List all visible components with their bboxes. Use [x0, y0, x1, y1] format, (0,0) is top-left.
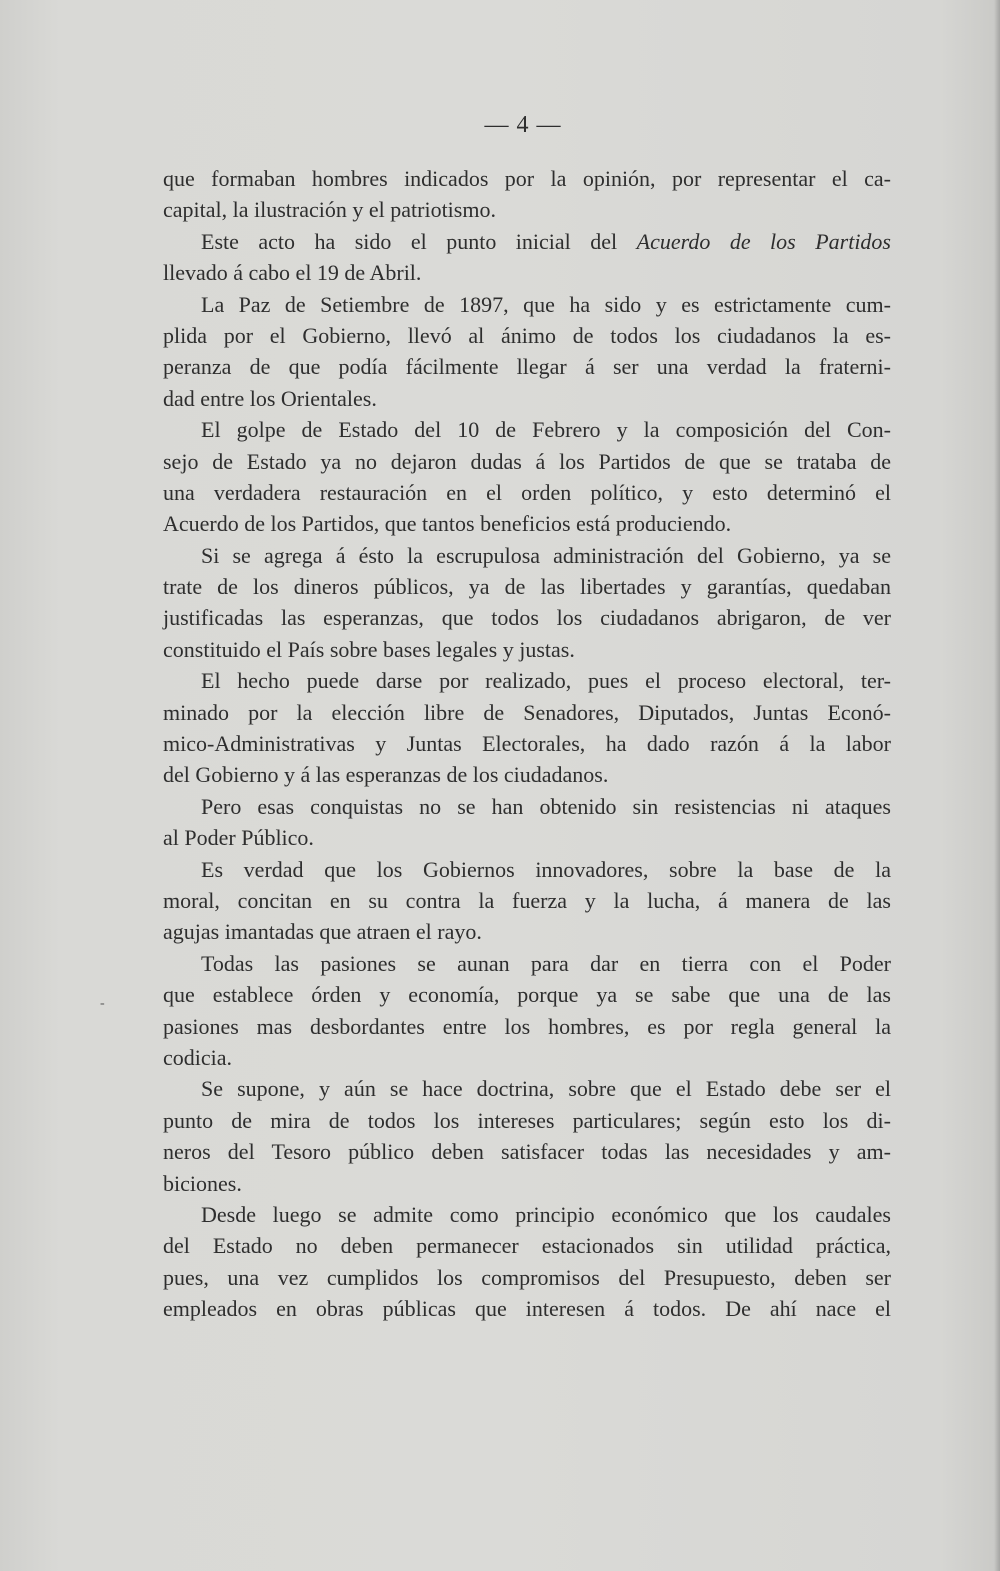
text-line-content: neros del Tesoro público deben satisfacer todas las necesidades y am- — [163, 1139, 891, 1165]
text-line-content: Acuerdo de los Partidos, que tantos beneficios está produciendo. — [163, 511, 732, 537]
text-line — [163, 885, 891, 916]
text-line-content: sejo de Estado ya no dejaron dudas á los Partidos de que se trataba de — [163, 448, 891, 474]
page-number: — 4 — — [484, 112, 562, 138]
text-line — [163, 854, 891, 885]
body-text — [163, 163, 891, 1324]
text-line-content: punto de mira de todos los intereses particulares; según esto los di- — [163, 1107, 891, 1133]
text-line — [163, 477, 891, 508]
text-line — [163, 1136, 891, 1167]
text-line — [163, 540, 891, 571]
text-line-content: codicia. — [163, 1044, 233, 1070]
text-line-content: mico-Administrativas y Juntas Electorales, ha dado razón á la labor — [163, 731, 891, 757]
text-line-content: moral, concitan en su contra la fuerza y la lucha, á manera de las — [163, 887, 891, 913]
text-line — [163, 948, 891, 979]
text-line-content: Este acto ha sido el punto inicial del — [201, 228, 637, 254]
margin-mark: - — [100, 996, 105, 1011]
text-line-content: Pero esas conquistas no se han obtenido sin resistencias ni ataques — [201, 793, 891, 819]
text-line-content: empleados en obras públicas que interesen á todos. De ahí nace el — [163, 1296, 891, 1322]
text-line — [163, 1168, 891, 1199]
text-line — [163, 697, 891, 728]
text-line — [163, 634, 891, 665]
text-line-content: trate de los dineros públicos, ya de las libertades y garantías, quedaban — [163, 574, 891, 600]
text-line — [163, 446, 891, 477]
text-line — [163, 257, 891, 288]
text-line — [163, 728, 891, 759]
text-line — [163, 1105, 891, 1136]
text-line — [163, 1073, 891, 1104]
text-line — [163, 1199, 891, 1230]
text-line — [163, 602, 891, 633]
text-line-content: biciones. — [163, 1170, 242, 1196]
text-line-content: La Paz de Setiembre de 1897, que ha sido y es estrictamente cum- — [201, 291, 891, 317]
text-line — [163, 508, 891, 539]
text-line — [163, 414, 891, 445]
text-line-content: agujas imantadas que atraen el rayo. — [163, 919, 482, 945]
text-line — [163, 1011, 891, 1042]
text-line-content: una verdadera restauración en el orden político, y esto determinó el — [163, 479, 891, 505]
text-line-content: justificadas las esperanzas, que todos los ciudadanos abrigaron, de ver — [163, 605, 891, 631]
text-line — [163, 383, 891, 414]
text-line — [163, 822, 891, 853]
text-line — [163, 1262, 891, 1293]
text-line-content: El golpe de Estado del 10 de Febrero y la composición del Con- — [201, 417, 891, 443]
text-line — [163, 1230, 891, 1261]
text-line — [163, 571, 891, 602]
text-line — [163, 1293, 891, 1324]
text-line-content: plida por el Gobierno, llevó al ánimo de todos los ciudadanos la es- — [163, 322, 891, 348]
text-line — [163, 791, 891, 822]
text-line — [163, 194, 891, 225]
text-line — [163, 289, 891, 320]
text-line — [163, 1042, 891, 1073]
text-line — [163, 979, 891, 1010]
text-line — [163, 665, 891, 696]
text-line-content: constituido el País sobre bases legales y justas. — [163, 636, 575, 662]
text-line-content: peranza de que podía fácilmente llegar á ser una verdad la fraterni- — [163, 354, 891, 380]
text-line-content: Se supone, y aún se hace doctrina, sobre que el Estado debe ser el — [201, 1076, 891, 1102]
text-line — [163, 916, 891, 947]
page-edge-shadow — [994, 0, 1000, 1571]
text-line-content: El hecho puede darse por realizado, pues el proceso electoral, ter- — [201, 668, 891, 694]
text-line — [163, 351, 891, 382]
text-line — [163, 759, 891, 790]
text-line-content: Si se agrega á ésto la escrupulosa administración del Gobierno, ya se — [201, 542, 891, 568]
text-line-content: que formaban hombres indicados por la opinión, por representar el ca- — [163, 166, 891, 191]
text-line-content: al Poder Público. — [163, 825, 314, 851]
text-line — [163, 163, 891, 194]
text-line-content: Todas las pasiones se aunan para dar en tierra con el Poder — [201, 950, 891, 976]
text-line-content: pasiones mas desbordantes entre los hombres, es por regla general la — [163, 1013, 891, 1039]
text-line — [163, 320, 891, 351]
text-line-content: minado por la elección libre de Senadores, Diputados, Juntas Econó- — [163, 699, 891, 725]
italic-phrase: Acuerdo de los Partidos — [636, 228, 891, 254]
text-line-content: del Estado no deben permanecer estacionados sin utilidad práctica, — [163, 1233, 891, 1259]
text-line-content: llevado á cabo el 19 de Abril. — [163, 260, 422, 286]
text-line-content: que establece órden y economía, porque ya se sabe que una de las — [163, 982, 891, 1008]
text-line-content: Desde luego se admite como principio económico que los caudales — [201, 1201, 891, 1227]
text-line-content: Es verdad que los Gobiernos innovadores, sobre la base de la — [201, 856, 891, 882]
text-line-content: del Gobierno y á las esperanzas de los ciudadanos. — [163, 762, 609, 788]
text-line-content: pues, una vez cumplidos los compromisos del Presupuesto, deben ser — [163, 1264, 891, 1290]
text-line-content: dad entre los Orientales. — [163, 385, 377, 411]
text-line-content: capital, la ilustración y el patriotismo. — [163, 197, 496, 223]
text-line — [163, 226, 891, 257]
